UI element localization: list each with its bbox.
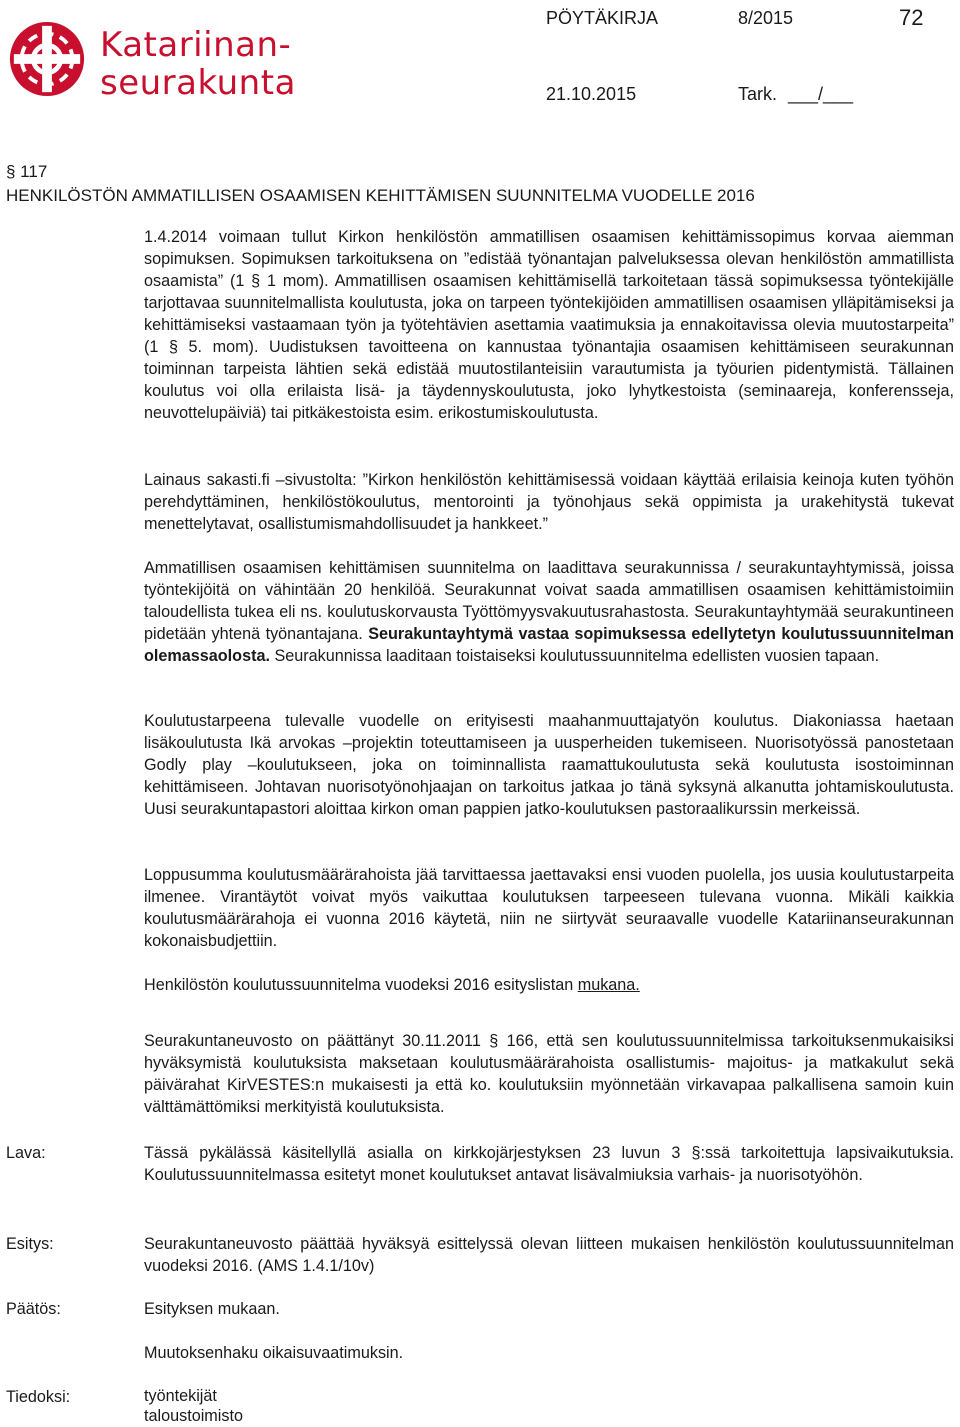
lava-label: Lava: — [6, 1144, 46, 1162]
cross-emblem-icon — [8, 20, 86, 98]
section-number: § 117 — [6, 162, 48, 181]
doc-number: 8/2015 — [738, 8, 794, 28]
paragraph-text: Esityksen mukaan. — [144, 1300, 280, 1318]
doc-type: PÖYTÄKIRJA — [546, 8, 659, 28]
paragraph-text: Tässä pykälässä käsitellyllä asialla on kirkkojärjestyksen 23 luvun 3 §:ssä tarkoitettuja lapsivaikutuksia. Koulutussuunnitelmassa esitetyt monet koulutukset antavat lisävalmiuksia varhais- ja nuorisotyöhön. — [144, 1144, 954, 1184]
logo-line2: seurakunta — [100, 63, 296, 103]
paragraph-budget — [144, 864, 954, 952]
logo-wordmark — [100, 26, 296, 102]
paragraph-text: Seurakuntaneuvosto on päättänyt 30.11.2011 § 166, että sen koulutussuunnitelmissa tarkoituksenmukaisiksi hyväksymistä koulutuksista maksetaan koulutusmäärärahoista osallistumis- majoitus- ja matkakulut sekä päivärahat KirVESTES:n mukaisesti ja että ko. koulutuksiin myönnetään virkavapaa palkallisena samoin kuin välttämättömiksi merkityistä koulutuksista. — [144, 1032, 954, 1116]
paatos-text — [144, 1298, 954, 1320]
emphasized-text: Seurakuntayhtymä vastaa sopimuksessa edellytetyn koulutussuunnitelman olemassaolosta. — [144, 625, 954, 665]
logo-line1: Katariinan- — [100, 25, 292, 65]
appeal-text — [144, 1342, 954, 1364]
recipient-item: taloustoimisto — [144, 1407, 243, 1425]
page-number: 72 — [899, 5, 924, 30]
paragraph-council-decision — [144, 1030, 954, 1118]
tiedoksi-label: Tiedoksi: — [6, 1388, 71, 1406]
paragraph-text: Ammatillisen osaamisen kehittämisen suunnitelma on laadittava seurakunnissa / seurakuntayhtymissä, joissa työntekijöitä on vähintään 20 henkilöä. Seurakunnat voivat saada ammatillisen osaamisen kehittämistoimiin taloudellista tukea eli ns. koulutuskorvausta Työttömyysvakuutusrahastosta. Seurakuntayhtymää seurakuntineen pidetään yhtenä työnantajana. — [144, 559, 954, 643]
paragraph-quote — [144, 469, 954, 535]
paragraph-text: Koulutustarpeena tulevalle vuodelle on erityisesti maahanmuuttajatyön koulutus. Diakoniassa haetaan lisäkoulutusta Ikä arvokas –projektin toteuttamiseen ja uusperheiden tukemiseen. Nuorisotyössä panostetaan Godly play –koulutukseen, joka on toiminnallista raamattukoulutusta sekä koulutusta isostoiminnan kehittämiseen. Johtavan nuorisotyönohjaajan on tarkoitus jatkaa jo tänä syksynä alkanutta johtamiskoulutusta. Uusi seurakuntapastori aloittaa kirkon oman pappien jatko-koulutuksen pastoraalikurssin merkeissä. — [144, 712, 954, 818]
section-heading — [6, 160, 755, 208]
paragraph-text: 1.4.2014 voimaan tullut Kirkon henkilöstön ammatillisen osaamisen kehittämissopimus korvaa aiemman sopimuksen. Sopimuksen tarkoituksena on ”edistää työnantajan palveluksessa olevan henkilöstön ammatillista osaamista” (1 § 1 mom). Ammatillisen osaamisen kehittämisellä tarkoitetaan tässä sopimuksessa työntekijälle tarjottavaa suunnitelmallista koulutusta, joka on tarpeen työntekijöiden ammatillisen osaamisen ylläpitämiseksi ja kehittämiseksi vastaamaan työn ja työtehtävien asettamia vaatimuksia ja ennakoitavissa olevia muutostarpeita” (1 § 5. mom). Uudistuksen tavoitteena on kannustaa työnantajia osaamisen kehittämiseen seurakunnan toiminnan tarpeista lähtien sekä edistää muutostilanteisiin varautumista ja työurien pidentymistä. Tällainen koulutus voi olla erilaista lisä- ja täydennyskoulutusta, joko lyhytkestoista (seminaareja, konferensseja, neuvottelupäiviä) tai pitkäkestoista esim. erikostumiskoulutusta. — [144, 228, 954, 422]
paragraph-text: Seurakunnissa laaditaan toistaiseksi koulutussuunnitelma edellisten vuosien tapaan. — [269, 647, 880, 665]
tiedoksi-list — [144, 1386, 954, 1426]
meeting-date: 21.10.2015 — [546, 84, 637, 104]
section-title: HENKILÖSTÖN AMMATILLISEN OSAAMISEN KEHITTÄMISEN SUUNNITELMA VUODELLE 2016 — [6, 186, 755, 205]
paragraph-plan-requirement — [144, 557, 954, 667]
paragraph-text: Lainaus sakasti.fi –sivustolta: ”Kirkon henkilöstön kehittämisessä voidaan käyttää erilaisia keinoja kuten työhön perehdyttäminen, henkilöstökoulutus, mentorointi ja työnohjaus sekä oppimista ja urakehitystä tukevat menettelytavat, osallistumismahdollisuudet ja hankkeet.” — [144, 471, 954, 533]
check-field: ___/___ — [788, 84, 854, 104]
recipient-item: työntekijät — [144, 1387, 217, 1405]
parish-logo — [8, 12, 296, 103]
paragraph-attachment — [144, 974, 954, 996]
paragraph-agreement — [144, 226, 954, 424]
esitys-label: Esitys: — [6, 1235, 54, 1253]
paragraph-text: Muutoksenhaku oikaisuvaatimuksin. — [144, 1344, 404, 1362]
lava-text — [144, 1142, 954, 1186]
paatos-label: Päätös: — [6, 1300, 61, 1318]
attachment-link[interactable]: mukana. — [577, 976, 640, 994]
paragraph-text: Loppusumma koulutusmäärärahoista jää tarvittaessa jaettavaksi ensi vuoden puolella, jos uusia koulutustarpeita ilmenee. Virantäytöt voivat myös vaikuttaa koulutuksen tarpeeseen tulevana vuonna. Mikäli kaikkia koulutusmäärärahoja ei vuonna 2016 käytetä, niin ne siirtyvät seuraavalle vuodelle Katariinanseurakunnan kokonaisbudjettiin. — [144, 866, 954, 950]
paragraph-training-needs — [144, 710, 954, 820]
esitys-text — [144, 1233, 954, 1277]
check-label: Tark. — [738, 84, 778, 104]
paragraph-text: Henkilöstön koulutussuunnitelma vuodeksi 2016 esityslistan — [144, 976, 578, 994]
paragraph-text: Seurakuntaneuvosto päättää hyväksyä esittelyssä olevan liitteen mukaisen henkilöstön koulutussuunnitelman vuodeksi 2016. (AMS 1.4.1/10v) — [144, 1235, 954, 1275]
